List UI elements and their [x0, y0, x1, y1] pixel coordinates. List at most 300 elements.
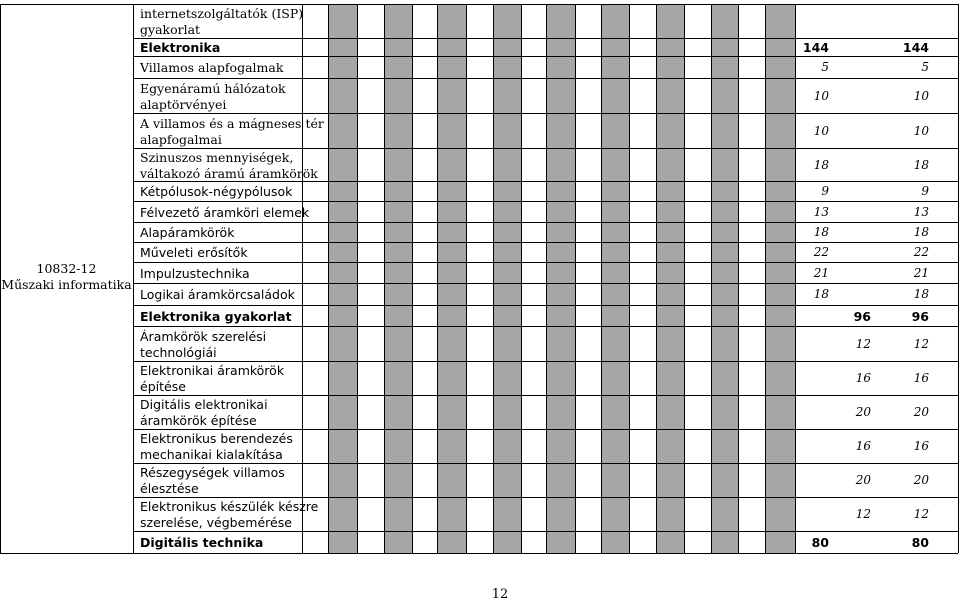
- shaded-cell: [711, 4, 738, 38]
- grid-hline: [133, 429, 958, 430]
- shaded-cell: [711, 305, 738, 326]
- shaded-cell: [546, 222, 575, 242]
- grid-vline: [958, 4, 959, 553]
- shaded-cell: [384, 283, 412, 305]
- shaded-cell: [711, 181, 738, 201]
- grid-vline: [684, 4, 685, 553]
- shaded-cell: [384, 148, 412, 181]
- grid-vline: [412, 4, 413, 553]
- shaded-cell: [493, 429, 521, 463]
- shaded-cell: [328, 531, 357, 553]
- row-label: [140, 287, 295, 303]
- row-label: [140, 363, 284, 395]
- hours-value-b: 22: [913, 245, 929, 259]
- shaded-cell: [656, 242, 684, 262]
- shaded-cell: [328, 361, 357, 395]
- row-label-line: technológiái: [140, 344, 217, 360]
- module-code: 10832-12: [36, 260, 97, 276]
- shaded-cell: [328, 222, 357, 242]
- grid-vline: [493, 4, 494, 553]
- shaded-cell: [601, 148, 629, 181]
- shaded-cell: [601, 222, 629, 242]
- hours-value-b: 144: [902, 40, 929, 55]
- shaded-cell: [656, 326, 684, 361]
- grid-vline: [765, 4, 766, 553]
- hours-value-b: 96: [911, 308, 929, 324]
- row-label-line: Elektronika gyakorlat: [140, 308, 292, 324]
- row-label-line: áramkörök építése: [140, 413, 257, 428]
- row-label: [140, 266, 250, 282]
- shaded-cell: [601, 305, 629, 326]
- shaded-cell: [546, 201, 575, 222]
- shaded-cell: [656, 222, 684, 242]
- hours-value-a: 96: [853, 308, 871, 324]
- shaded-cell: [601, 78, 629, 113]
- shaded-cell: [656, 429, 684, 463]
- shaded-cell: [493, 395, 521, 429]
- row-label-line: Kétpólusok-négypólusok: [140, 184, 293, 199]
- shaded-cell: [328, 429, 357, 463]
- shaded-cell: [384, 242, 412, 262]
- hours-value-b: 5: [921, 60, 929, 74]
- shaded-cell: [656, 4, 684, 38]
- shaded-cell: [656, 497, 684, 531]
- shaded-cell: [765, 463, 795, 497]
- shaded-cell: [601, 38, 629, 56]
- row-label: [140, 397, 268, 429]
- shaded-cell: [711, 326, 738, 361]
- shaded-cell: [711, 395, 738, 429]
- row-label: [140, 431, 293, 463]
- shaded-cell: [437, 148, 466, 181]
- row-label-line: internetszolgáltatók (ISP): [140, 6, 304, 21]
- shaded-cell: [546, 38, 575, 56]
- row-label-line: szerelése, végbemérése: [140, 515, 292, 530]
- grid-hline: [133, 113, 958, 114]
- grid-vline: [738, 4, 739, 553]
- shaded-cell: [601, 429, 629, 463]
- shaded-cell: [384, 326, 412, 361]
- shaded-cell: [328, 395, 357, 429]
- shaded-cell: [601, 497, 629, 531]
- shaded-cell: [437, 531, 466, 553]
- grid-vline: [629, 4, 630, 553]
- row-label-line: Villamos alapfogalmak: [140, 60, 284, 75]
- hours-value-b: 80: [911, 535, 929, 550]
- row-label-line: Egyenáramú hálózatok: [140, 80, 286, 96]
- shaded-cell: [437, 38, 466, 56]
- shaded-cell: [437, 201, 466, 222]
- grid-hline: [133, 497, 958, 498]
- row-label: [140, 309, 292, 325]
- shaded-cell: [711, 463, 738, 497]
- shaded-cell: [384, 463, 412, 497]
- row-label-line: Részegységek villamos: [140, 465, 285, 480]
- grid-hline: [0, 553, 958, 554]
- shaded-cell: [493, 283, 521, 305]
- shaded-cell: [656, 361, 684, 395]
- shaded-cell: [437, 78, 466, 113]
- shaded-cell: [711, 242, 738, 262]
- hours-value-b: 18: [913, 157, 929, 172]
- shaded-cell: [328, 283, 357, 305]
- row-label: [140, 205, 309, 221]
- shaded-cell: [437, 283, 466, 305]
- shaded-cell: [546, 56, 575, 78]
- hours-value-b: 10: [913, 123, 929, 138]
- shaded-cell: [328, 242, 357, 262]
- hours-value-a: 18: [813, 157, 829, 172]
- shaded-cell: [384, 531, 412, 553]
- shaded-cell: [711, 56, 738, 78]
- shaded-cell: [384, 262, 412, 283]
- row-label-line: mechanikai kialakítása: [140, 447, 283, 462]
- hours-value-b: 10: [913, 88, 929, 103]
- grid-vline: [466, 4, 467, 553]
- grid-hline: [133, 463, 958, 464]
- hours-value-b: 13: [913, 204, 929, 219]
- shaded-cell: [437, 56, 466, 78]
- shaded-cell: [328, 56, 357, 78]
- shaded-cell: [656, 283, 684, 305]
- shaded-cell: [656, 78, 684, 113]
- shaded-cell: [601, 326, 629, 361]
- row-label: [140, 40, 220, 56]
- grid-hline: [133, 78, 958, 79]
- shaded-cell: [711, 113, 738, 148]
- shaded-cell: [601, 283, 629, 305]
- shaded-cell: [493, 222, 521, 242]
- shaded-cell: [711, 283, 738, 305]
- shaded-cell: [328, 463, 357, 497]
- hours-value-a: 144: [802, 40, 829, 55]
- hours-value-a: 18: [813, 287, 829, 301]
- shaded-cell: [711, 201, 738, 222]
- shaded-cell: [493, 148, 521, 181]
- shaded-cell: [601, 531, 629, 553]
- shaded-cell: [546, 429, 575, 463]
- shaded-cell: [328, 305, 357, 326]
- shaded-cell: [601, 201, 629, 222]
- hours-value-a: 9: [821, 184, 829, 198]
- hours-value-b: 18: [913, 225, 929, 239]
- shaded-cell: [493, 326, 521, 361]
- shaded-cell: [384, 361, 412, 395]
- shaded-cell: [765, 497, 795, 531]
- shaded-cell: [656, 395, 684, 429]
- shaded-cell: [765, 4, 795, 38]
- hours-value-b: 12: [913, 336, 929, 351]
- shaded-cell: [493, 201, 521, 222]
- row-label-line: Elektronikus készülék készre: [140, 499, 319, 514]
- shaded-cell: [437, 113, 466, 148]
- shaded-cell: [546, 531, 575, 553]
- module-group-cell: [0, 0, 133, 553]
- shaded-cell: [437, 463, 466, 497]
- hours-value-a: 21: [813, 265, 829, 280]
- shaded-cell: [656, 305, 684, 326]
- shaded-cell: [601, 4, 629, 38]
- shaded-cell: [437, 326, 466, 361]
- shaded-cell: [493, 78, 521, 113]
- row-label-line: Műveleti erősítők: [140, 245, 248, 260]
- shaded-cell: [711, 148, 738, 181]
- shaded-cell: [384, 201, 412, 222]
- grid-hline: [133, 283, 958, 284]
- grid-hline: [133, 56, 958, 57]
- shaded-cell: [384, 113, 412, 148]
- shaded-cell: [384, 56, 412, 78]
- shaded-cell: [656, 181, 684, 201]
- row-label: [140, 150, 318, 182]
- grid-vline: [656, 4, 657, 553]
- shaded-cell: [711, 361, 738, 395]
- shaded-cell: [384, 497, 412, 531]
- shaded-cell: [328, 78, 357, 113]
- shaded-cell: [546, 181, 575, 201]
- shaded-cell: [493, 531, 521, 553]
- shaded-cell: [711, 497, 738, 531]
- shaded-cell: [656, 38, 684, 56]
- page-number: 12: [491, 587, 509, 602]
- shaded-cell: [601, 395, 629, 429]
- grid-vline: [546, 4, 547, 553]
- hours-value-b: 21: [913, 265, 929, 280]
- shaded-cell: [656, 148, 684, 181]
- shaded-cell: [711, 38, 738, 56]
- row-label-line: Digitális elektronikai: [140, 397, 268, 412]
- shaded-cell: [493, 305, 521, 326]
- row-label-line: Félvezető áramköri elemek: [140, 204, 310, 220]
- hours-value-b: 12: [913, 507, 929, 521]
- grid-hline: [133, 361, 958, 362]
- shaded-cell: [328, 497, 357, 531]
- shaded-cell: [384, 305, 412, 326]
- shaded-cell: [493, 56, 521, 78]
- shaded-cell: [601, 262, 629, 283]
- shaded-cell: [493, 38, 521, 56]
- grid-vline: [0, 4, 1, 553]
- shaded-cell: [493, 463, 521, 497]
- grid-hline: [133, 222, 958, 223]
- shaded-cell: [546, 242, 575, 262]
- hours-value-a: 80: [811, 535, 829, 550]
- shaded-cell: [546, 361, 575, 395]
- row-label-line: élesztése: [140, 481, 199, 496]
- row-label-line: Alapáramkörök: [140, 225, 235, 240]
- shaded-cell: [384, 38, 412, 56]
- shaded-cell: [656, 463, 684, 497]
- grid-vline: [521, 4, 522, 553]
- row-label-line: alaptörvényei: [140, 96, 227, 112]
- shaded-cell: [437, 361, 466, 395]
- row-label: [140, 329, 266, 361]
- shaded-cell: [765, 326, 795, 361]
- hours-value-b: 18: [913, 287, 929, 301]
- shaded-cell: [384, 429, 412, 463]
- shaded-cell: [328, 201, 357, 222]
- grid-vline: [437, 4, 438, 553]
- shaded-cell: [384, 181, 412, 201]
- shaded-cell: [711, 262, 738, 283]
- shaded-cell: [546, 497, 575, 531]
- row-label: [140, 6, 303, 38]
- row-label-line: gyakorlat: [140, 22, 201, 37]
- shaded-cell: [601, 113, 629, 148]
- shaded-cell: [765, 395, 795, 429]
- row-label-line: Logikai áramkörcsaládok: [140, 287, 295, 302]
- row-label-line: Áramkörök szerelési: [140, 328, 267, 344]
- shaded-cell: [493, 361, 521, 395]
- row-label-line: Elektronikus berendezés: [140, 431, 293, 446]
- row-label-line: A villamos és a mágneses tér: [140, 115, 324, 131]
- grid-hline: [133, 242, 958, 243]
- hours-value-a: 20: [855, 473, 871, 487]
- shaded-cell: [711, 222, 738, 242]
- shaded-cell: [711, 429, 738, 463]
- grid-vline: [384, 4, 385, 553]
- grid-vline: [357, 4, 358, 553]
- shaded-cell: [546, 395, 575, 429]
- shaded-cell: [656, 201, 684, 222]
- row-label-line: Elektronika: [140, 40, 221, 55]
- shaded-cell: [328, 113, 357, 148]
- shaded-cell: [437, 395, 466, 429]
- shaded-cell: [601, 181, 629, 201]
- grid-vline: [328, 4, 329, 553]
- shaded-cell: [765, 361, 795, 395]
- shaded-cell: [546, 262, 575, 283]
- shaded-cell: [546, 326, 575, 361]
- shaded-cell: [601, 361, 629, 395]
- row-label-line: Szinuszos mennyiségek,: [140, 149, 294, 165]
- row-label: [140, 225, 234, 241]
- shaded-cell: [656, 113, 684, 148]
- shaded-cell: [656, 531, 684, 553]
- hours-value-a: 10: [813, 123, 829, 138]
- grid-hline: [133, 326, 958, 327]
- shaded-cell: [328, 38, 357, 56]
- shaded-cell: [546, 283, 575, 305]
- shaded-cell: [546, 305, 575, 326]
- shaded-cell: [765, 429, 795, 463]
- shaded-cell: [711, 531, 738, 553]
- shaded-cell: [493, 242, 521, 262]
- grid-hline: [133, 395, 958, 396]
- grid-hline: [133, 4, 958, 5]
- row-label: [140, 116, 324, 148]
- hours-value-b: 20: [913, 405, 929, 419]
- shaded-cell: [328, 181, 357, 201]
- shaded-cell: [437, 429, 466, 463]
- shaded-cell: [711, 78, 738, 113]
- hours-value-a: 5: [821, 60, 829, 74]
- grid-vline: [601, 4, 602, 553]
- shaded-cell: [437, 305, 466, 326]
- shaded-cell: [493, 181, 521, 201]
- grid-hline: [133, 38, 958, 39]
- row-label: [140, 245, 248, 261]
- shaded-cell: [546, 78, 575, 113]
- row-label: [140, 535, 263, 551]
- shaded-cell: [656, 56, 684, 78]
- hours-value-b: 20: [913, 473, 929, 487]
- grid-hline: [133, 531, 958, 532]
- row-label: [140, 499, 318, 531]
- hours-value-a: 12: [855, 507, 871, 521]
- row-label: [140, 60, 283, 76]
- shaded-cell: [601, 56, 629, 78]
- shaded-cell: [384, 222, 412, 242]
- hours-value-a: 12: [855, 336, 871, 351]
- grid-hline: [133, 201, 958, 202]
- shaded-cell: [437, 222, 466, 242]
- shaded-cell: [546, 148, 575, 181]
- hours-value-a: 16: [855, 371, 871, 385]
- shaded-cell: [493, 4, 521, 38]
- shaded-cell: [493, 113, 521, 148]
- grid-hline: [0, 4, 133, 5]
- shaded-cell: [384, 395, 412, 429]
- hours-value-a: 22: [813, 245, 829, 259]
- row-label: [140, 465, 285, 497]
- grid-vline: [575, 4, 576, 553]
- row-label-line: Elektronikai áramkörök: [140, 363, 285, 378]
- row-label-line: Impulzustechnika: [140, 265, 250, 281]
- hours-value-a: 16: [855, 439, 871, 453]
- shaded-cell: [601, 463, 629, 497]
- shaded-cell: [437, 242, 466, 262]
- grid-vline: [133, 4, 134, 553]
- shaded-cell: [765, 305, 795, 326]
- hours-value-a: 13: [813, 204, 829, 219]
- shaded-cell: [546, 113, 575, 148]
- grid-hline: [133, 262, 958, 263]
- hours-value-a: 20: [855, 405, 871, 419]
- shaded-cell: [437, 4, 466, 38]
- hours-value-b: 16: [913, 371, 929, 385]
- grid-hline: [133, 305, 958, 306]
- row-label-line: építése: [140, 379, 186, 394]
- hours-value-b: 16: [913, 439, 929, 453]
- shaded-cell: [546, 4, 575, 38]
- shaded-cell: [328, 4, 357, 38]
- shaded-cell: [384, 4, 412, 38]
- shaded-cell: [384, 78, 412, 113]
- shaded-cell: [493, 497, 521, 531]
- shaded-cell: [328, 148, 357, 181]
- row-label-line: váltakozó áramú áramkörök: [140, 165, 318, 181]
- row-label-line: Digitális technika: [140, 535, 264, 550]
- shaded-cell: [493, 262, 521, 283]
- row-label: [140, 184, 292, 200]
- shaded-cell: [328, 326, 357, 361]
- shaded-cell: [437, 181, 466, 201]
- hours-value-b: 9: [921, 184, 929, 198]
- module-name: Műszaki informatika: [1, 276, 132, 292]
- row-label-line: alapfogalmai: [140, 131, 222, 147]
- grid-vline: [711, 4, 712, 553]
- row-label: [140, 81, 286, 113]
- shaded-cell: [328, 262, 357, 283]
- hours-value-a: 18: [813, 225, 829, 239]
- shaded-cell: [546, 463, 575, 497]
- shaded-cell: [437, 497, 466, 531]
- hours-value-a: 10: [813, 88, 829, 103]
- shaded-cell: [656, 262, 684, 283]
- grid-vline: [302, 4, 303, 553]
- shaded-cell: [601, 242, 629, 262]
